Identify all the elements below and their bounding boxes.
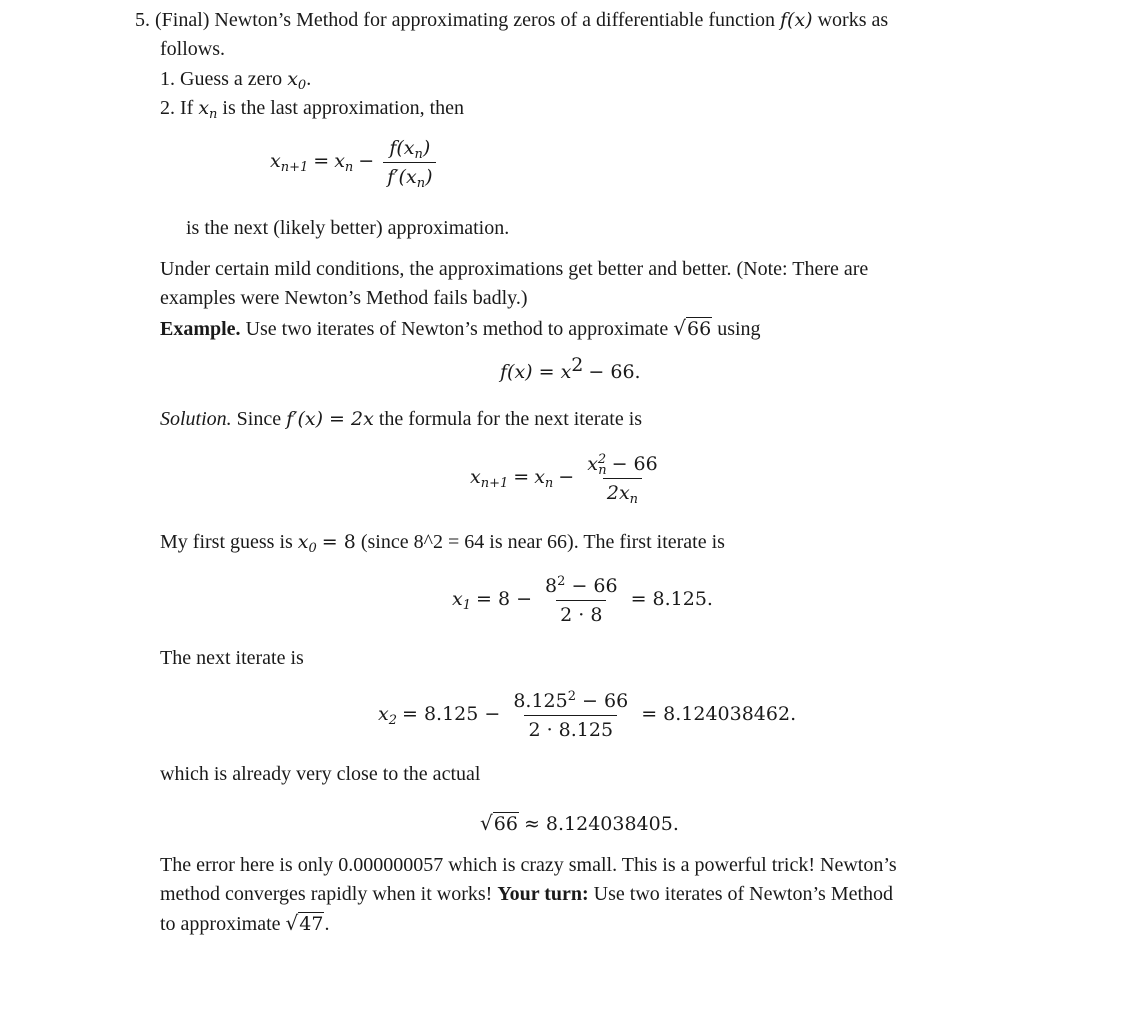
iterate-formula: $x_{n+1} = x_n$ − $\frac{x^2_n - 66}{2x_n}$ xyxy=(470,452,666,505)
next-iterate-text: The next iterate is xyxy=(160,647,304,669)
iterate-fraction: $\frac{x^2_n - 66}{2x_n}$ xyxy=(587,452,658,507)
step-1: 1. Guess a zero $x_0$. xyxy=(160,68,312,93)
step-2 xyxy=(160,95,464,121)
conditions-line1: Under certain mild conditions, the approximations get better and better. (Note: There are xyxy=(160,258,869,280)
problem-intro-tail: works as xyxy=(817,9,889,31)
sqrt-47: √ 47 xyxy=(285,911,324,935)
example-text: Use two iterates of Newton’s method to approximate xyxy=(245,318,669,340)
example-function: $f(x) = x^2 - 66$. xyxy=(500,354,641,383)
newton-formula: $x_{n+1} = x_n$ − $\frac{f(x_n)}{f'(x_n)}$ xyxy=(270,136,440,189)
derivative: f′(x) = 2x xyxy=(286,408,374,430)
step-1-var: $x_0$ xyxy=(287,68,307,93)
problem-intro-text: (Final) Newton’s Method for approximating zeros of a differentiable function xyxy=(155,9,776,31)
closing-line3: to approximate √ 47 . xyxy=(160,911,330,935)
example-label: Example. xyxy=(160,318,241,340)
your-turn-label: Your turn: xyxy=(497,883,589,905)
intro-function: f(x) xyxy=(780,9,813,31)
step-1-number: 1. xyxy=(160,68,175,90)
first-guess-line: My first guess is $x_0 = 8$ (since 8^2 = 64 is near 66). The first iterate is xyxy=(160,531,725,556)
problem-number: 5. xyxy=(135,9,150,31)
sqrt-66: √ 66 xyxy=(673,316,712,340)
example-line xyxy=(160,315,761,342)
solution-label: Solution. xyxy=(160,408,232,430)
example-tail: using xyxy=(717,318,761,340)
actual-text: which is already very close to the actual xyxy=(160,763,481,785)
first-iterate-fraction: $\frac{8^2 - 66}{2 \cdot 8}$ xyxy=(545,574,618,626)
step-1-text: Guess a zero xyxy=(180,68,283,90)
actual-value: √ 66 ≈ 8.124038405. xyxy=(480,811,679,835)
closing-line2: method converges rapidly when it works! Your turn: Use two iterates of Newton’s Method xyxy=(160,883,894,905)
first-iterate: $x_1 = 8$ − $\frac{8^2 - 66}{2 \cdot 8}$ = 8.125. xyxy=(452,574,713,626)
problem-intro-line2: follows. xyxy=(160,38,225,60)
second-iterate-fraction: $\frac{8.125^2 - 66}{2 \cdot 8.125}$ xyxy=(513,689,629,741)
step-2-var: $x_n$ xyxy=(198,97,218,122)
step-2-text-b: is the last approximation, then xyxy=(222,97,465,119)
solution-line: Solution. Since f′(x) = 2x the formula for the next iterate is xyxy=(160,408,643,430)
step-2-number: 2. xyxy=(160,97,175,119)
problem-intro xyxy=(135,7,888,33)
step-2-text-a: If xyxy=(180,97,194,119)
newton-fraction: $\frac{f(x_n)}{f'(x_n)}$ xyxy=(383,136,436,189)
next-approx-text: is the next (likely better) approximation. xyxy=(186,217,510,239)
closing-line1: The error here is only 0.000000057 which is crazy small. This is a powerful trick! Newton’s xyxy=(160,854,897,876)
conditions-line2: examples were Newton’s Method fails badly.) xyxy=(160,287,528,309)
second-iterate: $x_2 = 8.125$ − $\frac{8.125^2 - 66}{2 \cdot 8.125}$ = 8.124038462. xyxy=(378,689,797,741)
